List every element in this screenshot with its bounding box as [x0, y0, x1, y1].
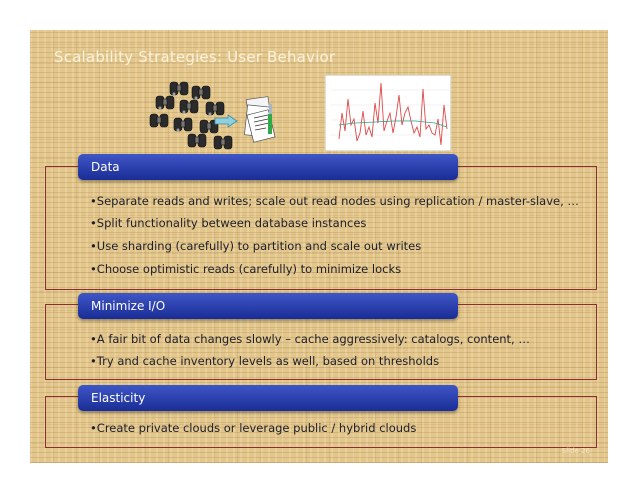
bullet-text: Create private clouds or leverage public / hybrid clouds: [96, 421, 417, 435]
slide-title: Scalability Strategies: User Behavior: [54, 48, 336, 66]
slide-number: Slide 26: [561, 447, 590, 455]
bullet-text: Try and cache inventory levels as well, based on thresholds: [96, 354, 440, 368]
slide: [30, 30, 608, 463]
minimize-io-section-header: Minimize I/O: [78, 293, 458, 319]
bullet-text: Choose optimistic reads (carefully) to minimize locks: [96, 262, 402, 276]
bullet-item: •Separate reads and writes; scale out read nodes using replication / master-slave, …: [90, 194, 579, 208]
elasticity-section-header: Elasticity: [78, 385, 458, 411]
bullet-text: Use sharding (carefully) to partition and scale out writes: [96, 239, 422, 253]
line-chart-thumbnail: [325, 75, 451, 151]
bullet-item: •Choose optimistic reads (carefully) to minimize locks: [90, 262, 402, 276]
bullet-text: Split functionality between database instances: [96, 216, 367, 230]
bullet-text: Separate reads and writes; scale out read nodes using replication / master-slave, …: [96, 194, 579, 208]
bullet-text: A fair bit of data changes slowly – cache aggressively: catalogs, content, …: [96, 332, 530, 346]
bullet-item: •Create private clouds or leverage public / hybrid clouds: [90, 421, 417, 435]
right-arrow-icon: [214, 114, 238, 128]
bullet-item: •A fair bit of data changes slowly – cache aggressively: catalogs, content, …: [90, 332, 530, 346]
documents-stack-icon: [242, 96, 276, 144]
data-section-header: Data: [78, 154, 458, 180]
bullet-item: •Split functionality between database instances: [90, 216, 367, 230]
bullet-item: •Try and cache inventory levels as well, based on thresholds: [90, 354, 440, 368]
bullet-item: •Use sharding (carefully) to partition and scale out writes: [90, 239, 422, 253]
